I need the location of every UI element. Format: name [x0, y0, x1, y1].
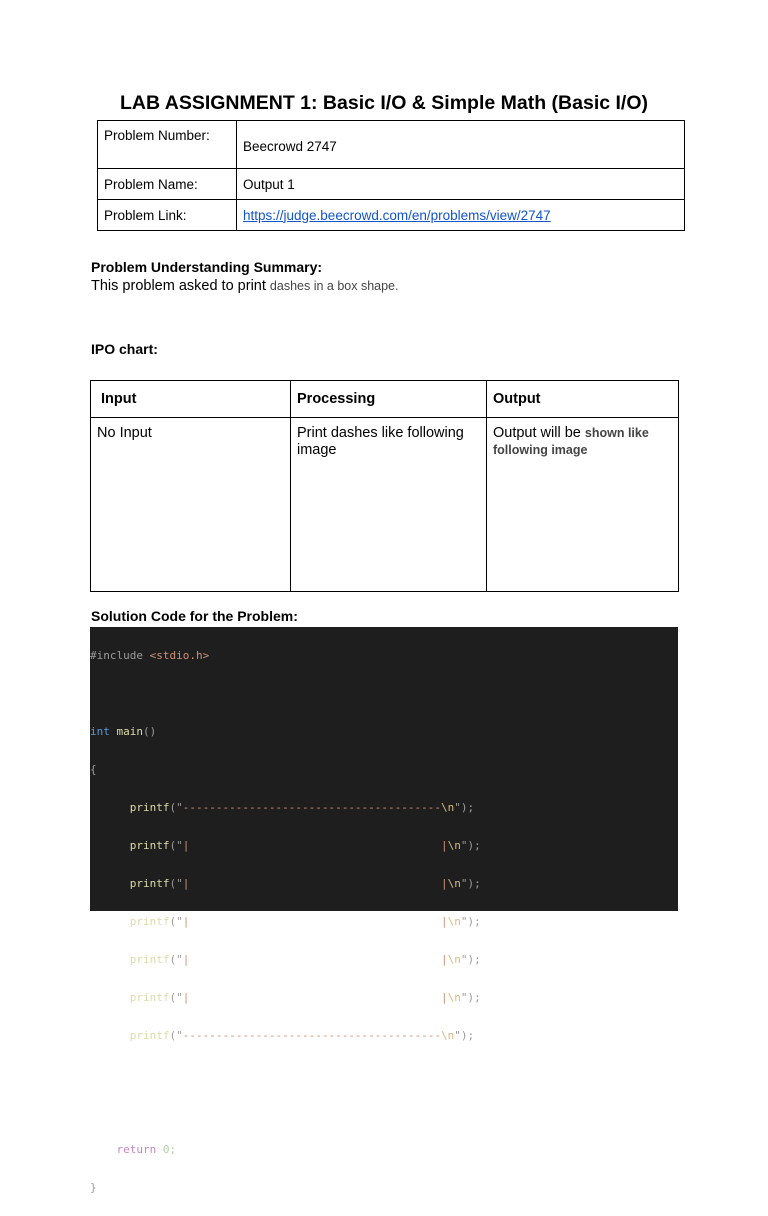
problem-info-table: [97, 120, 685, 231]
ipo-body-row: [91, 418, 679, 592]
summary-text-main: This problem asked to print: [91, 278, 270, 294]
ipo-processing-cell: Print dashes like following image: [291, 418, 487, 592]
summary-heading: Problem Understanding Summary:: [91, 259, 323, 275]
code-line-close-brace: }: [90, 1181, 97, 1194]
problem-name-value: Output 1: [237, 169, 685, 200]
summary-text: [91, 278, 399, 294]
code-heading: Solution Code for the Problem:: [91, 608, 298, 624]
problem-name-row: [98, 169, 685, 200]
problem-number-label: Problem Number:: [98, 121, 237, 169]
code-line-printf: printf("| |\n");: [129, 839, 481, 852]
code-line-main: int main(): [90, 725, 157, 738]
ipo-header-output: Output: [487, 381, 679, 418]
ipo-output-detail: shown like following image: [493, 426, 649, 457]
problem-name-label: Problem Name:: [98, 169, 237, 200]
problem-link[interactable]: https://judge.beecrowd.com/en/problems/view/2747: [243, 207, 551, 223]
summary-text-detail: dashes in a box shape.: [269, 279, 399, 293]
problem-number-row: [98, 121, 685, 169]
code-line-include: #include <stdio.h>: [90, 649, 210, 662]
ipo-heading: IPO chart:: [91, 341, 158, 357]
ipo-output-cell: [487, 418, 679, 592]
document-title: LAB ASSIGNMENT 1: Basic I/O & Simple Math (Basic I/O): [119, 92, 649, 114]
code-line-printf: printf("| |\n");: [129, 877, 481, 890]
ipo-header-processing: Processing: [291, 381, 487, 418]
code-line-printf: printf("| |\n");: [129, 915, 481, 928]
code-line-open-brace: {: [90, 763, 97, 776]
code-line-printf: printf("| |\n");: [129, 953, 481, 966]
problem-number-value: Beecrowd 2747: [237, 121, 685, 169]
ipo-input-cell: No Input: [91, 418, 291, 592]
ipo-header-row: [91, 381, 679, 418]
problem-link-row: [98, 200, 685, 231]
code-block: [90, 627, 678, 1194]
code-line-printf: printf("| |\n");: [129, 991, 481, 1004]
ipo-chart-table: [90, 380, 679, 592]
problem-link-label: Problem Link:: [98, 200, 237, 231]
code-line-return: return 0;: [116, 1143, 177, 1156]
ipo-output-main: Output will be: [493, 425, 585, 441]
ipo-header-input: Input: [91, 381, 291, 418]
code-line-printf: printf("---------------------------------------\n");: [129, 1029, 475, 1042]
code-line-printf: printf("---------------------------------------\n");: [129, 801, 475, 814]
